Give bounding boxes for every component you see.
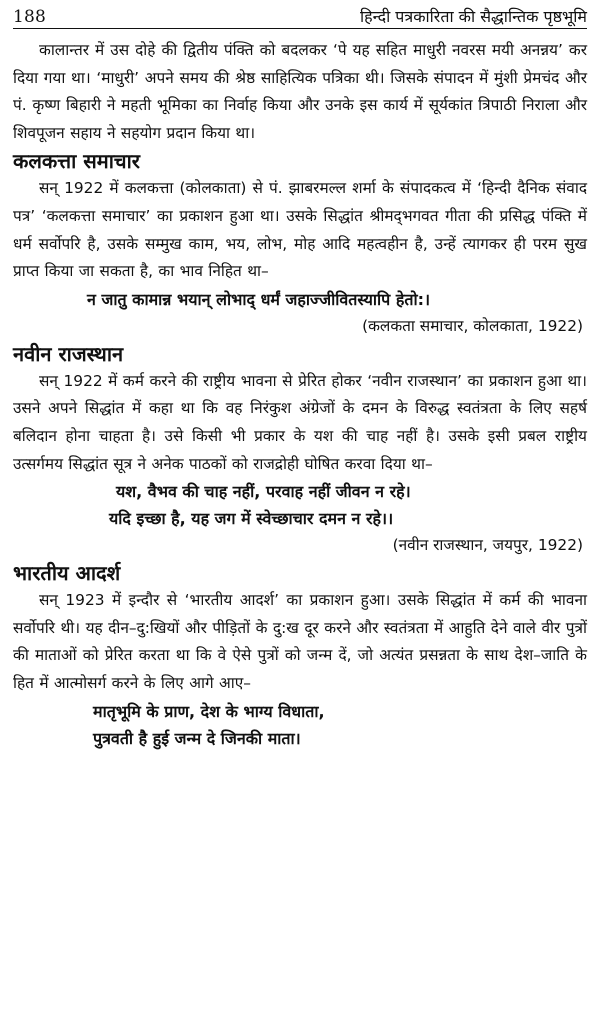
citation: (कलकता समाचार, कोलकाता, 1922) xyxy=(362,316,583,335)
section-heading-bhartiya-adarsh: भारतीय आदर्श xyxy=(13,561,121,586)
running-header xyxy=(13,6,587,29)
verse-line: यदि इच्छा है, यह जग में स्वेच्छाचार दमन न रहे।। xyxy=(109,509,394,529)
verse-line: पुत्रवती है हुई जन्म दे जिनकी माता। xyxy=(93,728,301,748)
section-paragraph-naveen-rajasthan: सन् 1922 में कर्म करने की राष्ट्रीय भावना से प्रेरित होकर ‘नवीन राजस्थान’ का प्रकाशन हुआ था। उसने अपने सिद्धांत में कहा था कि वह निरंकुश अंग्रेजों के दमन के विरुद्ध स्वतंत्रता के लिए सहर्ष बलिदान होना चाहता है। उसे किसी भी प्रकार के यश की चाह नहीं है। उसके इसी प्रबल राष्ट्रीय उत्सर्गमय सिद्धांत सूत्र ने अनेक पाठकों को राजद्रोही घोषित करवा दिया था– xyxy=(13,371,587,473)
section-heading-calcutta-samachar: कलकत्ता समाचार xyxy=(13,149,140,174)
page-number: 188 xyxy=(13,7,47,27)
citation: (नवीन राजस्थान, जयपुर, 1922) xyxy=(392,536,583,555)
section-paragraph-calcutta-samachar: सन् 1922 में कलकत्ता (कोलकाता) से पं. झाबरमल्ल शर्मा के संपादकत्व में ‘हिन्दी दैनिक संवाद पत्र’ ‘कलकत्ता समाचार’ का प्रकाशन हुआ था। उसके सिद्धांत श्रीमद्‌भगवत गीता की प्रसिद्ध पंक्ति में धर्म सर्वोपरि है, उसके सम्मुख काम, भय, लोभ, मोह आदि महत्वहीन है, उन्हें त्यागकर ही परम सुख प्राप्त किया जा सकता है, का भाव निहित था– xyxy=(13,179,587,281)
book-title: हिन्दी पत्रकारिता की सैद्धान्तिक पृष्ठभूमि xyxy=(359,7,587,26)
section-heading-naveen-rajasthan: नवीन राजस्थान xyxy=(13,341,124,366)
intro-paragraph: कालान्तर में उस दोहे की द्वितीय पंक्ति को बदलकर ‘पे यह सहित माधुरी नवरस मयी अनन्नय’ कर दिया गया था। ‘माधुरी’ अपने समय की श्रेष्ठ साहित्यिक पत्रिका थी। जिसके संपादन में मुंशी प्रेमचंद और पं. कृष्ण बिहारी ने महती भूमिका का निर्वाह किया और उनके इस कार्य में सूर्यकांत त्रिपाठी निराला और शिवपूजन सहाय ने सहयोग प्रदान किया था। xyxy=(13,41,587,142)
verse-line: यश, वैभव की चाह नहीं, परवाह नहीं जीवन न रहे। xyxy=(116,482,411,502)
verse-line: मातृभूमि के प्राण, देश के भाग्य विधाता, xyxy=(93,701,325,721)
section-paragraph-bhartiya-adarsh: सन् 1923 में इन्दौर से ‘भारतीय आदर्श’ का प्रकाशन हुआ। उसके सिद्धांत में कर्म की भावना सर्वोपरि थी। यह दीन–दु:खियों और पीड़ितों के दु:ख दूर करने और स्वतंत्रता में आहुति देने वाले वीर पुत्रों की माताओं को प्रेरित करता था कि वे ऐसे पुत्रों को जन्म दें, जो अत्यंत प्रसन्नता के साथ देश–जाति के हित में आत्मोसर्ग करने के लिए आगे आए– xyxy=(13,591,587,692)
verse-line: न जातु कामान्न भयान् लोभाद् धर्मं जहाज्जीवितस्यापि हेतो:। xyxy=(87,289,431,309)
